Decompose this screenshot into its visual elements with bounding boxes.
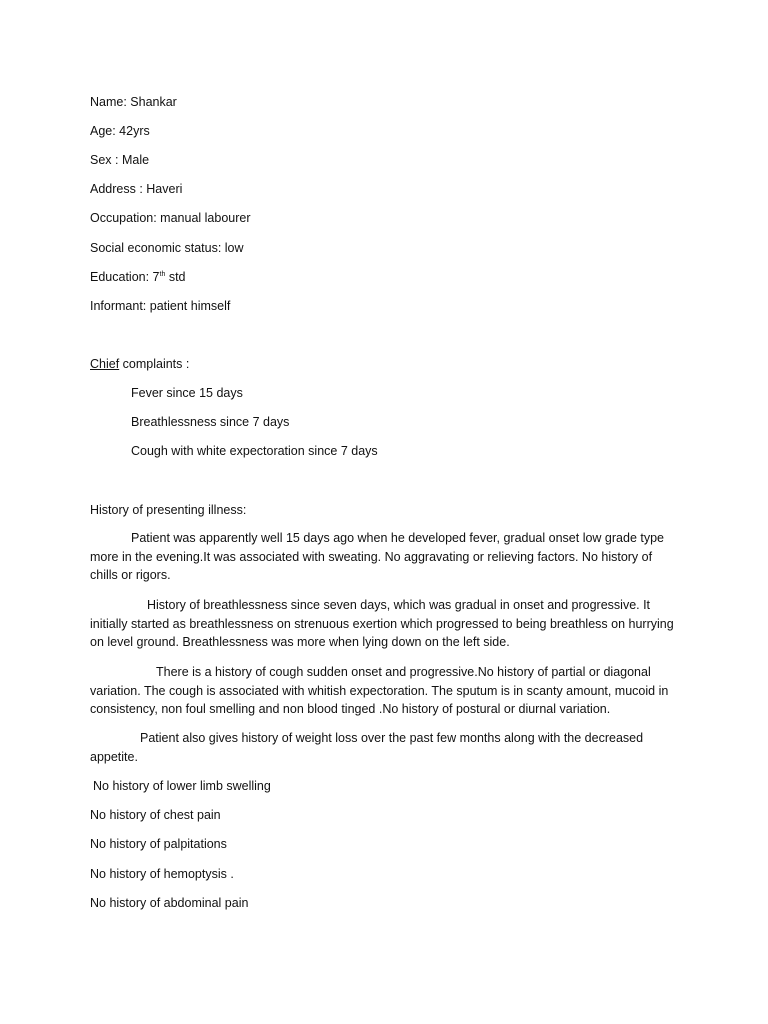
address-line: Address : Haveri [90, 182, 183, 196]
history-paragraph: History of breathlessness since seven days, which was gradual in onset and progressive. It initially started as breathlessness on strenuous exertion which progressed to being breathless on hurrying on level ground. Breathlessness was more when lying down on the left side. [90, 598, 674, 649]
history-paragraph: There is a history of cough sudden onset and progressive.No history of partial or diagonal variation. The cough is associated with whitish expectoration. The sputum is in scanty amount, mucoid in consistency, non foul smelling and non blood tinged .No history of postural or diurnal variation. [90, 665, 669, 716]
negative-history-item: No history of abdominal pain [90, 896, 249, 910]
negative-history-item: No history of hemoptysis . [90, 867, 234, 881]
education-superscript: th [159, 270, 166, 278]
chief-underlined: Chief [90, 357, 120, 371]
negative-history-item: No history of chest pain [90, 808, 221, 822]
social-status-line: Social economic status: low [90, 241, 244, 255]
complaints-label: complaints : [119, 357, 190, 371]
informant-line: Informant: patient himself [90, 299, 231, 313]
history-paragraph: Patient was apparently well 15 days ago when he developed fever, gradual onset low grade type more in the evening.It was associated with sweating. No aggravating or relieving factors. No history of chills or rigors. [90, 531, 664, 582]
history-heading: History of presenting illness: [90, 503, 247, 517]
history-paragraph: Patient also gives history of weight loss over the past few months along with the decreased appetite. [90, 731, 644, 764]
name-line: Name: Shankar [90, 95, 177, 109]
education-prefix: Education: 7 [90, 270, 160, 284]
negative-history-item: No history of palpitations [90, 837, 227, 851]
chief-complaints-heading [90, 356, 189, 372]
complaint-item: Fever since 15 days [131, 386, 243, 400]
age-line: Age: 42yrs [90, 124, 150, 138]
complaint-item: Cough with white expectoration since 7 days [131, 444, 378, 458]
education-suffix: std [165, 270, 186, 284]
negative-history-item: No history of lower limb swelling [93, 779, 271, 793]
complaint-item: Breathlessness since 7 days [131, 415, 290, 429]
education-line [90, 269, 186, 285]
sex-line: Sex : Male [90, 153, 150, 167]
occupation-line: Occupation: manual labourer [90, 211, 251, 225]
